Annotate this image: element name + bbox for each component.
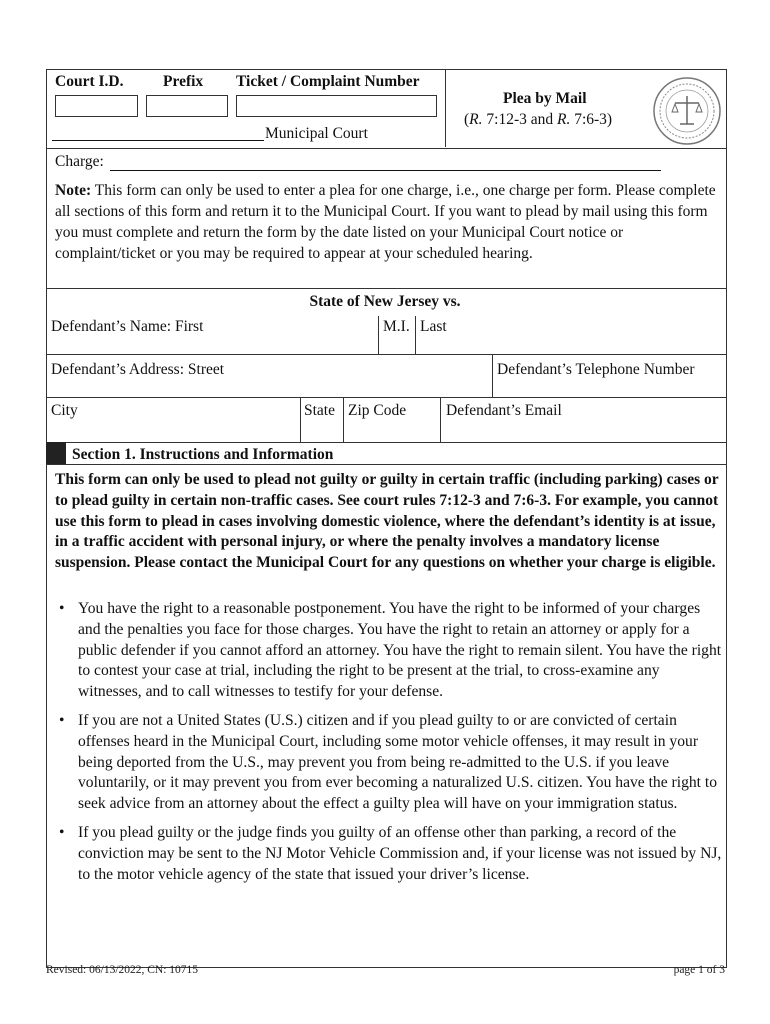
list-item: • If you are not a United States (U.S.) citizen and if you plead guilty to or are convicted of certain offenses heard in the Municipal Court, including some motor vehicle offenses, it may result in your being deported from the U.S., may prevent you from being re-admitted to the U.S. if you leave voluntarily, or it may prevent you from ever becoming a naturalized U.S. citizen. You have the right to seek advice from an attorney about the effect a guilty plea will have on your immigration status.	[59, 711, 718, 813]
section-marker	[46, 442, 66, 464]
header-divider	[445, 69, 446, 147]
address-row-border	[46, 397, 726, 398]
bullet-icon: •	[59, 711, 65, 729]
court-seal-icon	[652, 76, 722, 146]
defendant-address-label: Defendant’s Address: Street	[51, 361, 225, 378]
section1-title: Section 1. Instructions and Information	[72, 446, 334, 463]
middle-initial-label: M.I.	[383, 318, 410, 335]
prefix-label: Prefix	[163, 73, 204, 90]
defendant-email-label: Defendant’s Email	[446, 402, 562, 419]
note-label: Note:	[55, 182, 92, 199]
municipal-court-label: Municipal Court	[265, 125, 368, 142]
charge-field[interactable]	[110, 170, 661, 171]
ticket-number-label: Ticket / Complaint Number	[236, 73, 420, 90]
defendant-phone-label: Defendant’s Telephone Number	[497, 361, 695, 378]
bullet-icon: •	[59, 823, 65, 841]
last-name-label: Last	[420, 318, 447, 335]
zip-code-label: Zip Code	[348, 402, 407, 419]
section1-bullet-list	[54, 599, 722, 893]
ticket-number-field[interactable]	[236, 95, 437, 117]
municipal-court-field[interactable]	[52, 140, 264, 141]
name-row-border	[46, 354, 726, 355]
city-label: City	[51, 402, 78, 419]
defendant-name-label: Defendant’s Name: First	[51, 318, 204, 335]
section1-title-border	[46, 464, 726, 465]
form-title: Plea by Mail	[503, 90, 587, 107]
state-label: State	[304, 402, 335, 419]
city-divider	[300, 397, 301, 442]
state-divider	[343, 397, 344, 442]
rule-reference: (R. 7:12-3 and R. 7:6-3)	[464, 111, 613, 128]
note-bottom-border	[46, 288, 726, 289]
zip-divider	[440, 397, 441, 442]
name-divider-1	[378, 316, 379, 354]
address-divider	[492, 354, 493, 397]
note-paragraph: Note: This form can only be used to enter a plea for one charge, i.e., one charge per form. Please complete all sections of this form and return it to the Municipal Court. If you want to plead by mail using this form you must complete and return the form by the date listed on your Municipal Court notice or complaint/ticket or you may be required to appear at your scheduled hearing.	[55, 182, 716, 262]
bullet-icon: •	[59, 600, 65, 617]
list-item: • You have the right to a reasonable postponement. You have the right to be informed of your charges and the penalties you face for those charges. You have the right to retain an attorney or apply for a public defender if you cannot afford an attorney. You have the right to remain silent. You have the right to contest your case at trial, including the right to be present at the trial, to cross-examine any witnesses, and to call witnesses to testify for your defense.	[59, 600, 722, 701]
prefix-field[interactable]	[146, 95, 228, 117]
revision-note: Revised: 06/13/2022, CN: 10715	[46, 964, 199, 976]
section1-intro: This form can only be used to plead not guilty or guilty in certain traffic (including parking) cases or to plead guilty in certain non-traffic cases. See court rules 7:12-3 and 7:6-3. For example, you cannot use this form to plead in cases involving domestic violence, where the defendant’s identity is at issue, in a traffic accident with personal injury, or where the penalty involves a mandatory license suspension. Please contact the Municipal Court for any questions on whether your charge is eligible.	[55, 471, 719, 572]
header-bottom-border	[46, 148, 726, 149]
list-item: • If you plead guilty or the judge finds you guilty of an offense other than parking, a record of the conviction may be sent to the NJ Motor Vehicle Commission and, if your license was not issued by NJ, to the motor vehicle agency of the state that issued your driver’s license.	[59, 823, 722, 883]
court-id-field[interactable]	[55, 95, 138, 117]
charge-label: Charge:	[55, 153, 104, 170]
state-heading: State of New Jersey vs.	[309, 293, 461, 310]
name-divider-2	[415, 316, 416, 354]
page-number: page 1 of 3	[673, 964, 725, 976]
city-row-border	[46, 442, 726, 443]
court-id-label: Court I.D.	[55, 73, 124, 90]
